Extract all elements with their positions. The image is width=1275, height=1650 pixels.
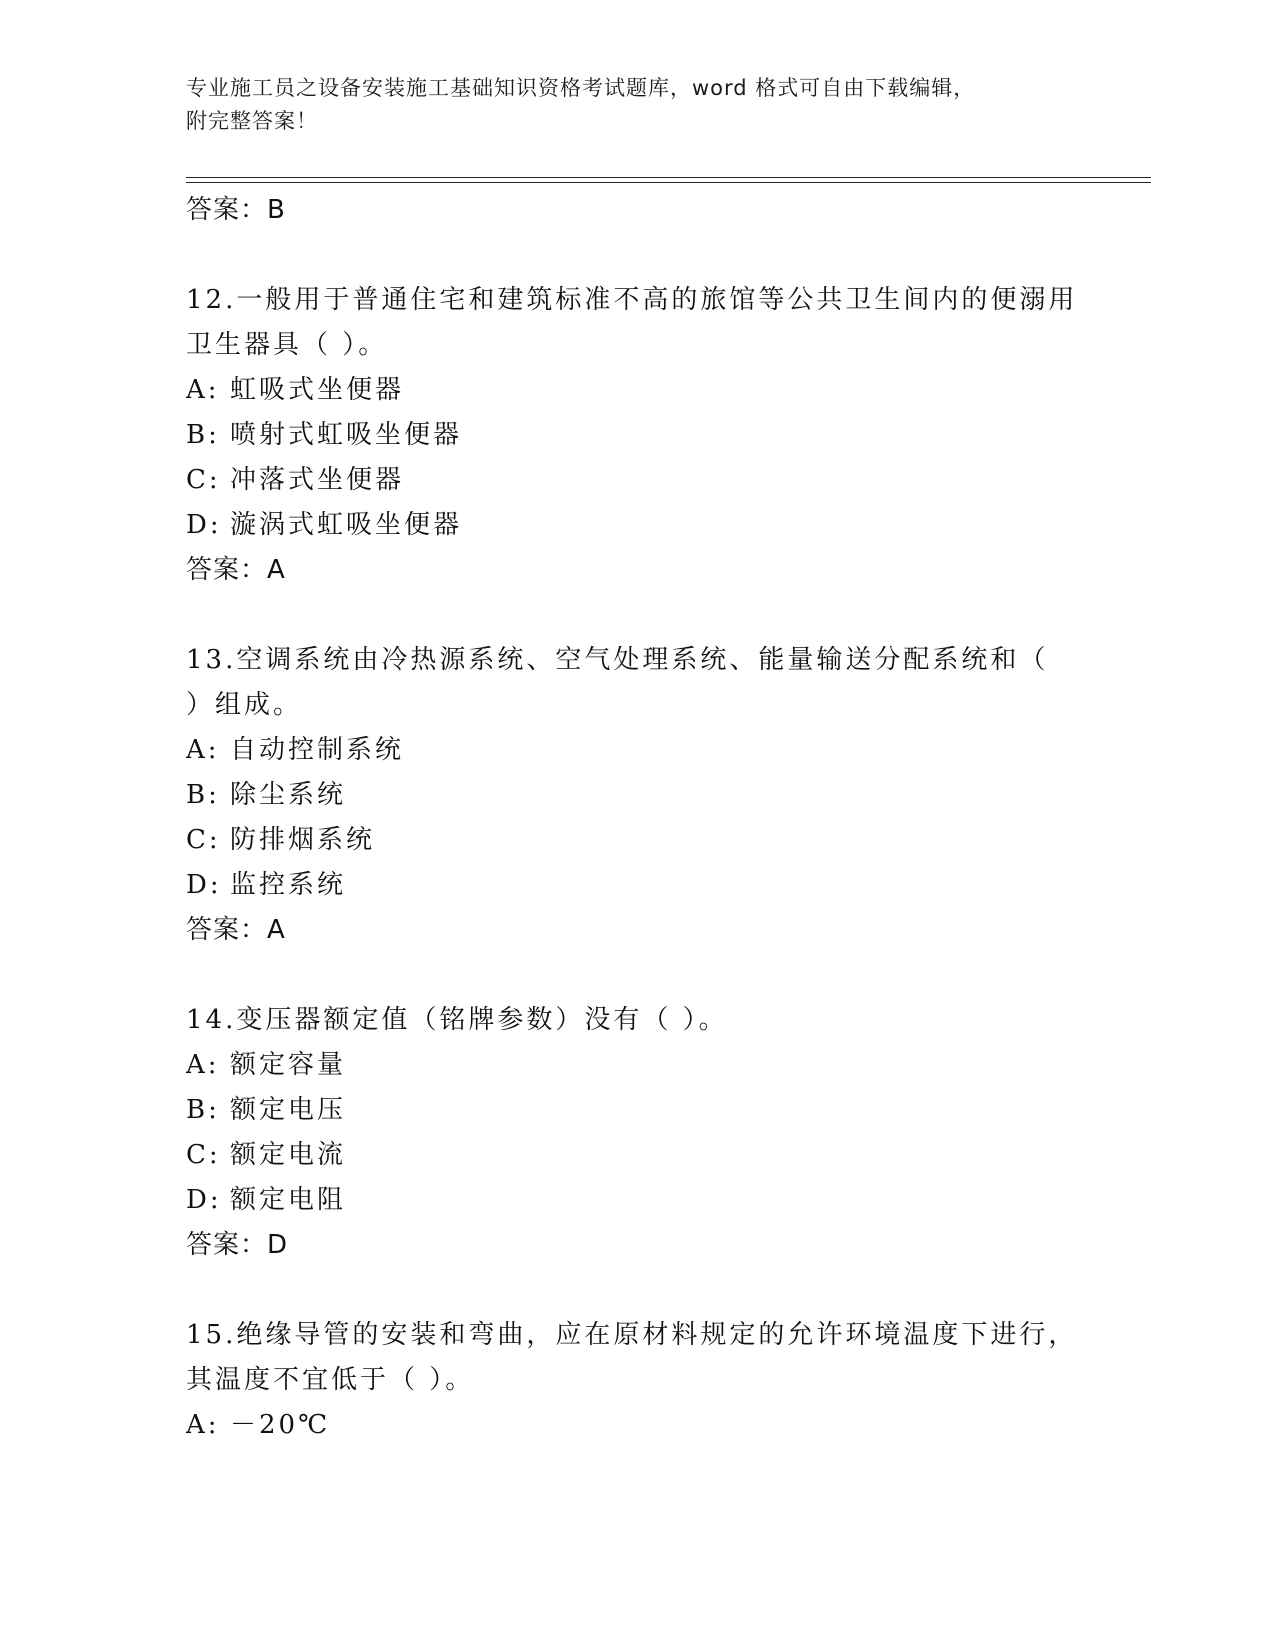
question-12 [186, 278, 1106, 593]
question-14 [186, 998, 1106, 1268]
header-title-line-2: 附完整答案！ [186, 109, 318, 133]
option-text: 除尘系统 [230, 780, 347, 810]
option-d [186, 503, 1106, 548]
option-c [186, 458, 1106, 503]
option-key: A: [186, 735, 220, 765]
option-key: C: [186, 465, 221, 495]
option-key: D: [186, 870, 222, 900]
option-a [186, 728, 1106, 773]
question-13 [186, 638, 1106, 953]
option-text: 自动控制系统 [230, 735, 405, 765]
answer-line: 答案：A [186, 915, 286, 945]
option-a [186, 1403, 1106, 1448]
option-key: A: [186, 1410, 220, 1440]
option-text: －20℃ [230, 1410, 331, 1440]
option-text: 监控系统 [230, 870, 347, 900]
header-divider-bottom [186, 182, 1151, 183]
option-key: D: [186, 1185, 222, 1215]
question-text: 卫生器具（ ）。 [186, 330, 388, 360]
question-text: 14.变压器额定值（铭牌参数）没有（ ）。 [186, 1005, 728, 1035]
option-text: 额定电压 [230, 1095, 347, 1125]
option-a [186, 1043, 1106, 1088]
question-text: 15.绝缘导管的安装和弯曲，应在原材料规定的允许环境温度下进行， [186, 1320, 1078, 1350]
answer-line: 答案：D [186, 1230, 289, 1260]
question-text: 13.空调系统由冷热源系统、空气处理系统、能量输送分配系统和（ [186, 645, 1049, 675]
option-b [186, 1088, 1106, 1133]
option-key: A: [186, 1050, 220, 1080]
question-text: ）组成。 [186, 690, 303, 720]
option-text: 喷射式虹吸坐便器 [230, 420, 463, 450]
option-a [186, 368, 1106, 413]
option-key: D: [186, 510, 222, 540]
option-text: 额定容量 [230, 1050, 347, 1080]
header-divider-top [186, 177, 1151, 178]
option-text: 冲落式坐便器 [230, 465, 405, 495]
option-b [186, 413, 1106, 458]
option-text: 虹吸式坐便器 [230, 375, 405, 405]
option-text: 额定电流 [230, 1140, 347, 1170]
option-text: 防排烟系统 [230, 825, 376, 855]
question-list [186, 188, 1106, 1448]
question-15 [186, 1313, 1106, 1448]
question-text: 12.一般用于普通住宅和建筑标准不高的旅馆等公共卫生间内的便溺用 [186, 285, 1078, 315]
option-key: C: [186, 825, 221, 855]
option-key: B: [186, 1095, 220, 1125]
option-c [186, 1133, 1106, 1178]
option-d [186, 863, 1106, 908]
option-c [186, 818, 1106, 863]
question-text: 其温度不宜低于（ ）。 [186, 1365, 475, 1395]
document-header [186, 72, 1066, 138]
option-text: 额定电阻 [230, 1185, 347, 1215]
option-b [186, 773, 1106, 818]
option-key: C: [186, 1140, 221, 1170]
answer-line: 答案：A [186, 555, 286, 585]
answer-line: 答案：B [186, 195, 286, 225]
option-key: B: [186, 420, 220, 450]
option-d [186, 1178, 1106, 1223]
option-key: B: [186, 780, 220, 810]
option-text: 漩涡式虹吸坐便器 [230, 510, 463, 540]
option-key: A: [186, 375, 220, 405]
header-title-line-1: 专业施工员之设备安装施工基础知识资格考试题库，word 格式可自由下载编辑， [186, 76, 976, 100]
